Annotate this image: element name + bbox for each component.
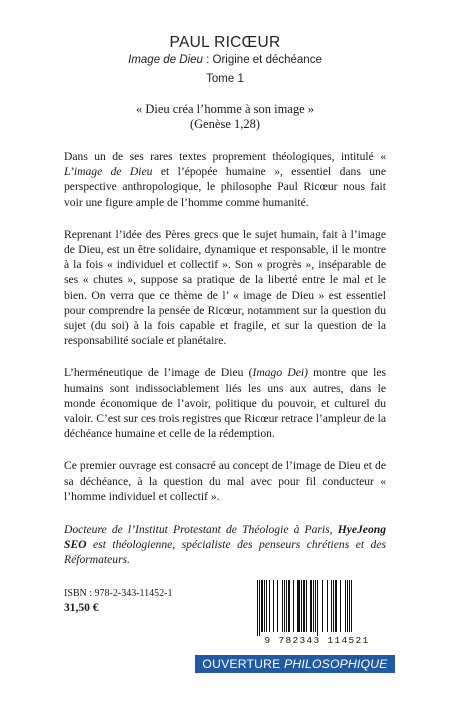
barcode-bar — [310, 580, 312, 632]
p3-text-b: montre que les humains sont indissociablement liés les uns aux autres, dans le monde économique de l’avoir, politique du pouvoir, et culturel du valoir. C’est sur ces trois registres que Ricœur retrace l’ampleur de la déchéance humaine et celle de la rédemption. — [64, 366, 387, 441]
bio-text-b: est théologienne, spécialiste des penseurs chrétiens et des Réformateurs. — [64, 538, 386, 567]
barcode-bar — [345, 580, 346, 632]
p1-italic: L’image de Dieu — [64, 165, 153, 179]
p1-text-b: et l’épopée humaine », essentiel dans une perspective anthropologique, le philosophe Paul Ricœur nous fait voir une figure ample de l’homme comme humanité. — [64, 165, 386, 209]
barcode-bar — [349, 580, 350, 632]
blurb-paragraph-4: Ce premier ouvrage est consacré au concept de l’image de Dieu et de sa déchéance, à la question du mal avec pour fil conducteur « l’homme individuel et collectif ». — [64, 459, 386, 503]
barcode-bar — [313, 580, 314, 632]
blurb — [64, 149, 386, 521]
book-title — [0, 53, 450, 68]
price-label: 31,50 € — [64, 602, 99, 614]
barcode-bar — [259, 580, 260, 636]
author-bio — [64, 522, 386, 568]
barcode-bar — [347, 580, 348, 632]
bio-text-a: Docteure de l’Institut Protestant de Théologie à Paris, — [64, 523, 338, 536]
barcode-bar — [293, 580, 294, 632]
barcode-bar — [269, 580, 270, 632]
title-italic: Image de Dieu — [128, 54, 203, 66]
blurb-paragraph-2: Reprenant l’idée des Pères grecs que le sujet humain, fait à l’image de Dieu, est un être solidaire, dynamique et responsable, il le montre à la fois « individuel et collectif ». Son « progrès », inséparable de ses « chutes », suppose sa pratique de la liberté entre le mal et le bien. On verra que ce thème de l’ « image de Dieu » est essentiel pour comprendre la pensée de Ricœur, notamment sur la question du sujet (du soi) à la fois capable et fragile, et sur la question de la responsabilité sociale et planétaire. — [64, 227, 386, 348]
barcode-bar — [351, 580, 352, 632]
barcode-bar — [303, 580, 305, 632]
barcode-bar — [266, 580, 267, 632]
epigraph-quote: « Dieu créa l’homme à son image » — [135, 102, 315, 116]
epigraph — [0, 102, 450, 132]
barcode-bar — [284, 580, 285, 632]
barcode-bar — [315, 580, 316, 632]
barcode-bar — [327, 580, 328, 632]
barcode-bar — [331, 580, 332, 632]
barcode-bar — [261, 580, 263, 632]
barcode-bar — [317, 580, 318, 636]
barcode-bar — [288, 580, 290, 632]
barcode-bar — [286, 580, 287, 632]
barcode — [247, 580, 387, 650]
barcode-number: 9 782343 114521 — [264, 635, 370, 646]
blurb-paragraph-3 — [64, 365, 386, 441]
barcode-bar — [297, 580, 300, 632]
barcode-bar — [257, 580, 258, 636]
book-header — [0, 34, 450, 87]
collection-word-2: PHILOSOPHIQUE — [284, 657, 388, 671]
p1-text-a: Dans un de ses rares textes proprement théologiques, intitulé « — [64, 150, 386, 163]
barcode-bar — [306, 580, 307, 632]
barcode-bar — [335, 580, 337, 632]
p3-text-a: L’herméneutique de l’image de Dieu ( — [64, 366, 253, 380]
author-name: PAUL RICŒUR — [169, 34, 281, 51]
barcode-bars — [247, 580, 387, 636]
barcode-bar — [340, 580, 341, 632]
isbn-label: ISBN : 978-2-343-11452-1 — [64, 588, 173, 599]
barcode-bar — [282, 580, 283, 632]
bio-author-name: HyeJeong SEO — [64, 523, 386, 552]
p3-italic: Imago Dei) — [252, 366, 308, 380]
collection-banner — [195, 655, 395, 673]
epigraph-reference: (Genèse 1,28) — [189, 117, 261, 131]
barcode-bar — [301, 580, 302, 632]
barcode-bar — [277, 580, 278, 632]
barcode-bar — [333, 580, 334, 632]
collection-word-1: OUVERTURE — [202, 657, 285, 671]
barcode-bar — [264, 580, 265, 632]
barcode-bar — [273, 580, 274, 632]
title-rest: : Origine et déchéance — [202, 54, 322, 66]
blurb-paragraph-1 — [64, 149, 386, 210]
barcode-bar — [322, 580, 323, 632]
volume-label: Tome 1 — [206, 73, 244, 85]
